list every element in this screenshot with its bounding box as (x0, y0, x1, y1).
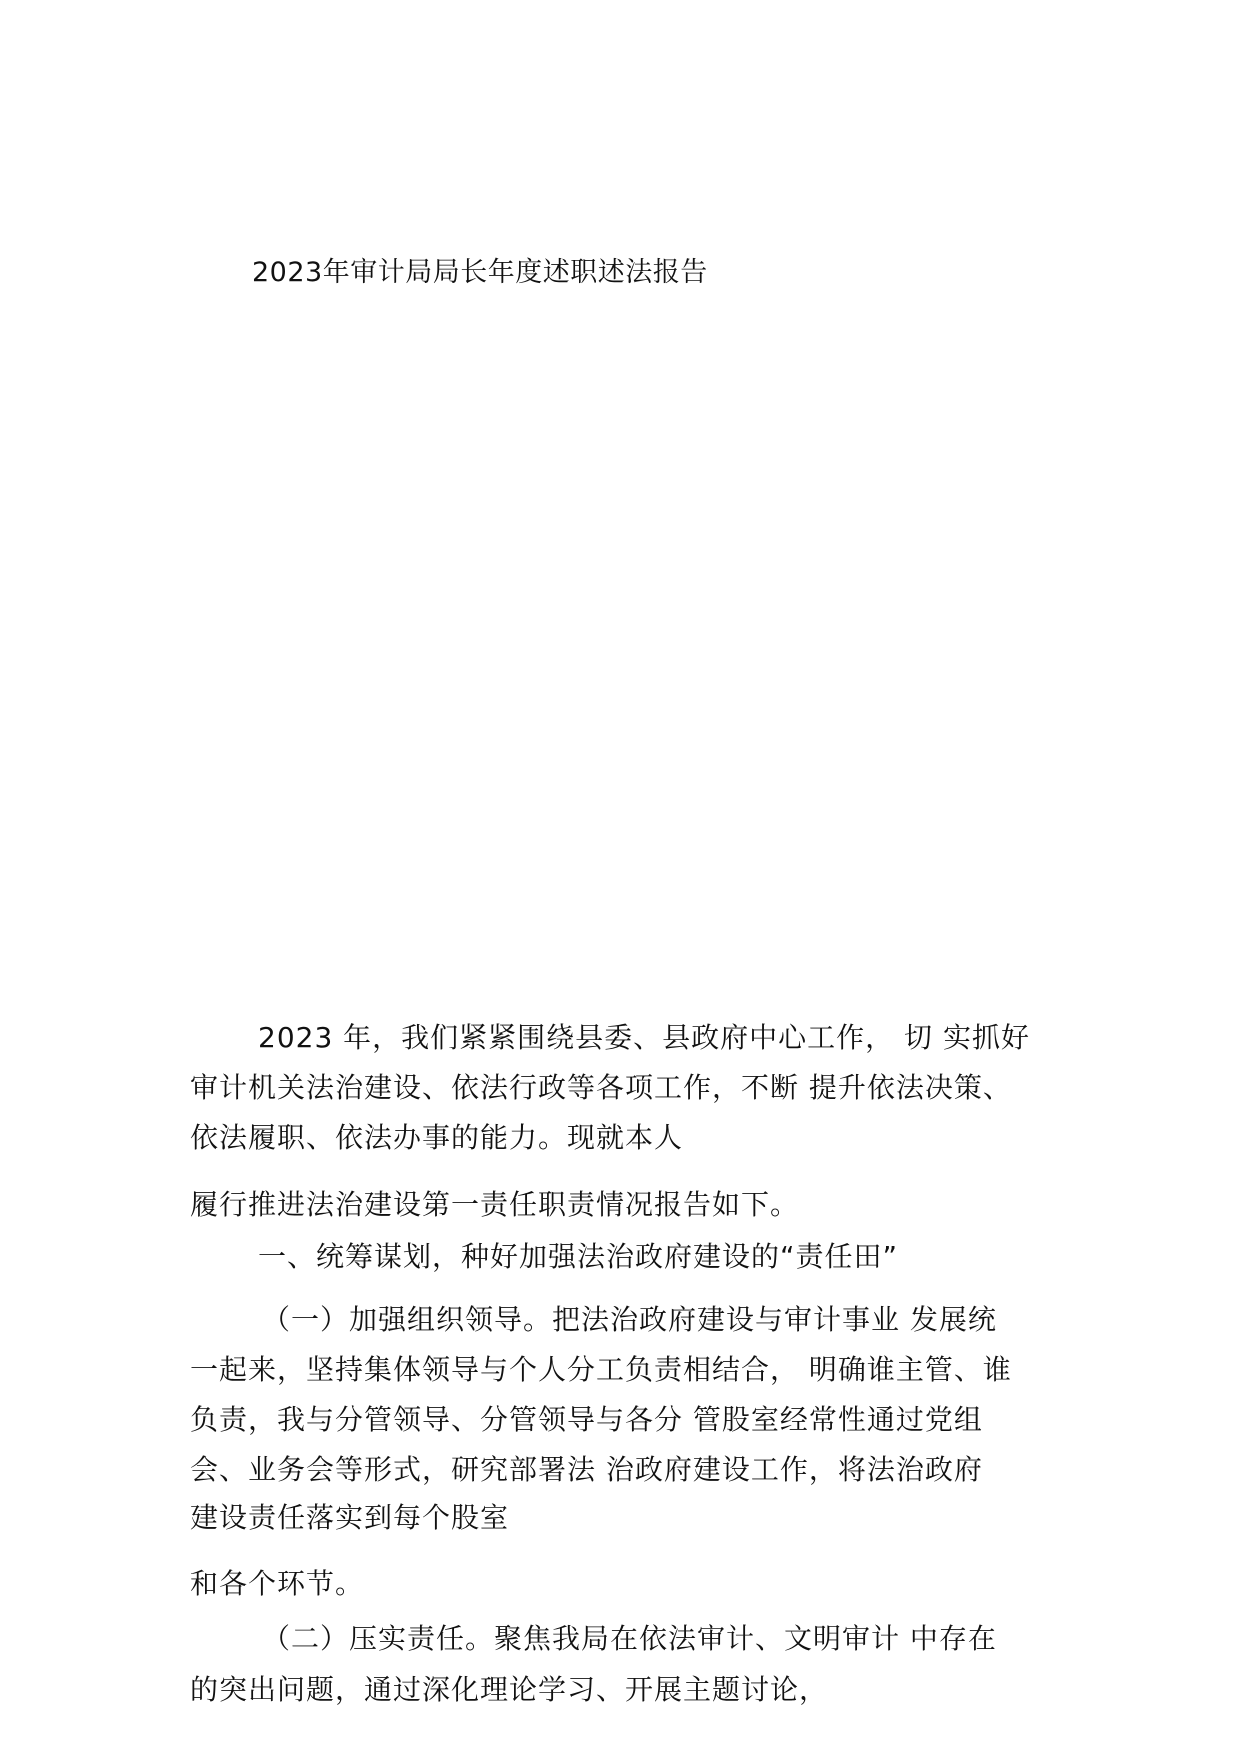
paragraph-line-3: 依法履职、依法办事的能力。现就本人 (190, 1121, 684, 1154)
paragraph-line-9: 建设责任落实到每个股室 (190, 1501, 510, 1534)
paragraph-line-11: （二）压实责任。聚焦我局在依法审计、文明审计 中存在 (262, 1622, 997, 1655)
paragraph-line-1: 2023 年，我们紧紧围绕县委、县政府中心工作， 切 实抓好 (258, 1021, 1030, 1054)
paragraph-line-12: 的突出问题，通过深化理论学习、开展主题讨论， (190, 1673, 829, 1706)
paragraph-line-7: 负责，我与分管领导、分管领导与各分 管股室经常性通过党组 (190, 1403, 983, 1436)
paragraph-line-4: 履行推进法治建设第一责任职责情况报告如下。 (190, 1188, 800, 1221)
paragraph-line-10: 和各个环节。 (190, 1567, 365, 1600)
paragraph-line-8: 会、业务会等形式，研究部署法 治政府建设工作，将法治政府 (190, 1453, 983, 1486)
paragraph-line-5: （一）加强组织领导。把法治政府建设与审计事业 发展统 (262, 1303, 997, 1336)
document-title: 2023年审计局局长年度述职述法报告 (252, 257, 708, 288)
paragraph-line-6: 一起来，坚持集体领导与个人分工负责相结合， 明确谁主管、谁 (190, 1353, 1012, 1386)
paragraph-line-2: 审计机关法治建设、依法行政等各项工作，不断 提升依法决策、 (190, 1071, 1012, 1104)
section-heading-1: 一、统筹谋划，种好加强法治政府建设的“责任田” (258, 1240, 899, 1273)
